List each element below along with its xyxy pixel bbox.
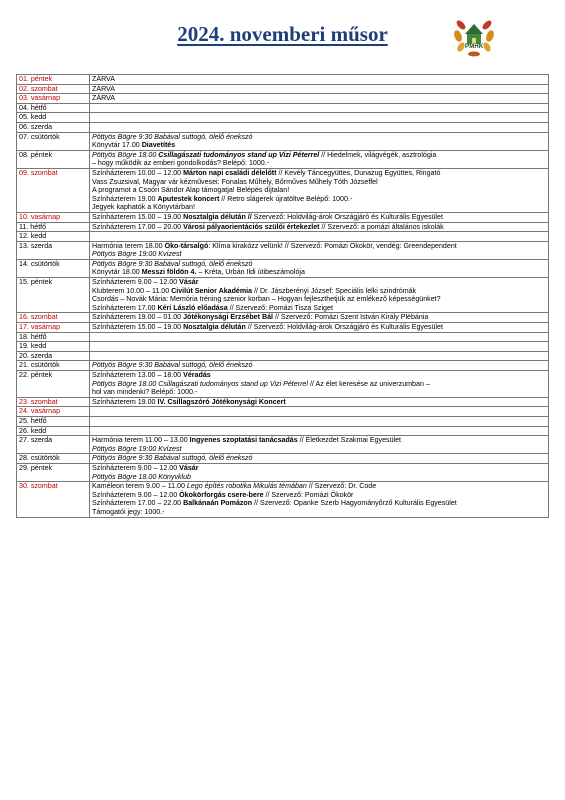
event-text: Színházterem 17.00 – 20.00 xyxy=(92,222,184,231)
table-row xyxy=(17,332,549,342)
event-text: // Szervező: Dr. Code xyxy=(306,482,377,491)
events-cell xyxy=(90,84,549,94)
day-cell: 03. vasárnap xyxy=(17,94,90,104)
event-text: Jótékonysági Erzsébet Bál xyxy=(183,313,273,322)
table-row xyxy=(17,259,549,277)
event-text: Támogatói jegy: 1000.- xyxy=(92,507,165,516)
event-line xyxy=(92,213,546,222)
events-cell xyxy=(90,313,549,323)
wreath-house-icon xyxy=(451,12,497,58)
event-text: Pöttyös Bögre 9:30 Babával suttogó, ölelő énekszó xyxy=(92,454,253,463)
event-text: // Szervező: Opanke Szerb Hagyományőrző Kulturális Egyesület xyxy=(252,499,457,508)
event-text: Pöttyös Bögre 9:30 Babával suttogó, ölelő énekszó xyxy=(92,132,253,141)
page-title: 2024. novemberi műsor xyxy=(177,22,388,46)
table-row xyxy=(17,132,549,150)
events-cell xyxy=(90,332,549,342)
event-text: Színházterem 15.00 – 19.00 xyxy=(92,212,184,221)
event-text: Színházterem 9.00 – 12.00 xyxy=(92,490,180,499)
event-text: Vásár xyxy=(179,278,199,287)
event-text: // Retro slágerek újratöltve Belépő: 1000.- xyxy=(219,194,353,203)
table-row xyxy=(17,371,549,398)
table-row xyxy=(17,426,549,436)
day-cell: 30. szombat xyxy=(17,482,90,517)
events-cell xyxy=(90,212,549,222)
event-line xyxy=(92,75,546,84)
event-text: Nosztalgia délután xyxy=(183,323,246,332)
event-text: // Az élet keresése az univerzumban – xyxy=(307,379,430,388)
day-cell: 19. kedd xyxy=(17,342,90,352)
event-text: Színházterem 15.00 – 19.00 xyxy=(92,323,184,332)
table-row xyxy=(17,482,549,517)
event-text: Kaméleon terem 9.00 – 11.00 xyxy=(92,482,187,491)
day-cell: 12. kedd xyxy=(17,232,90,242)
event-line xyxy=(92,169,546,178)
event-text: Harmónia terem 11.00 – 13.00 xyxy=(92,436,190,445)
event-text: // Életkezdet Szakmai Egyesület xyxy=(297,436,402,445)
event-text: Színházterem 17.00 xyxy=(92,303,158,312)
event-text: Aputestek koncert xyxy=(157,194,220,203)
events-cell xyxy=(90,278,549,313)
event-text: Színházterem 10.00 – 12.00 xyxy=(92,168,184,177)
events-cell xyxy=(90,351,549,361)
event-text: ZÁRVA xyxy=(92,84,115,93)
day-cell: 26. kedd xyxy=(17,426,90,436)
event-line xyxy=(92,499,546,508)
event-text: Szervező: Holdvilág-árok Országjáró és Kulturális Egyesület xyxy=(251,212,443,221)
table-row xyxy=(17,361,549,371)
table-row xyxy=(17,463,549,481)
event-text: Könyvtár 18.00 xyxy=(92,268,142,277)
table-row xyxy=(17,222,549,232)
event-text: Klubterem 10.00 – 11.00 xyxy=(92,286,172,295)
event-line xyxy=(92,473,546,482)
event-text: hol van mindenki? Belépő: 1000.- xyxy=(92,388,198,397)
events-cell xyxy=(90,94,549,104)
table-row xyxy=(17,397,549,407)
events-cell xyxy=(90,232,549,242)
program-table xyxy=(16,74,549,518)
event-line xyxy=(92,141,546,150)
table-row xyxy=(17,150,549,168)
event-text: Színházterem 9.00 – 12.00 xyxy=(92,463,180,472)
event-line xyxy=(92,151,546,160)
event-text: – Kréta, Urbán Ildi útibeszámolója xyxy=(196,268,305,277)
event-text: Csordás – Novák Mária: Memória tréning szenior korban – Hogyan fejleszthetjük az emlékező képességünket? xyxy=(92,295,441,304)
events-cell xyxy=(90,407,549,417)
event-text: // Dr. Jászberényi József: Speciális lelki szindrómák xyxy=(252,286,417,295)
day-cell: 25. hétfő xyxy=(17,416,90,426)
event-text: // Szervező: Pomázi Szent István Király Plébánia xyxy=(273,313,429,322)
events-cell xyxy=(90,323,549,333)
day-cell: 23. szombat xyxy=(17,397,90,407)
table-row xyxy=(17,323,549,333)
event-text: // Szervező: Pomázi Ökokör xyxy=(263,490,354,499)
event-text: Pöttyös Bögre 18.00 Csillagászati tudományos stand up Vizi Péterrel xyxy=(92,379,308,388)
event-line xyxy=(92,323,546,332)
event-line xyxy=(92,223,546,232)
event-text: Színházterem 17.00 – 22.00 xyxy=(92,499,184,508)
day-cell: 18. hétfő xyxy=(17,332,90,342)
table-row xyxy=(17,436,549,454)
events-cell xyxy=(90,222,549,232)
day-cell: 05. kedd xyxy=(17,113,90,123)
event-line xyxy=(92,380,546,389)
table-row xyxy=(17,232,549,242)
event-text: Könyvtár 17.00 xyxy=(92,141,142,150)
event-text: // Szervező: Pomázi Tisza Sziget xyxy=(227,303,333,312)
events-cell xyxy=(90,259,549,277)
day-cell: 21. csütörtök xyxy=(17,361,90,371)
event-line xyxy=(92,260,546,269)
logo-text: PMHK xyxy=(465,44,484,50)
table-row xyxy=(17,94,549,104)
day-cell: 09. szombat xyxy=(17,168,90,212)
table-row xyxy=(17,168,549,212)
day-cell: 04. hétfő xyxy=(17,103,90,113)
day-cell: 28. csütörtök xyxy=(17,454,90,464)
event-line xyxy=(92,398,546,407)
events-cell xyxy=(90,436,549,454)
events-cell xyxy=(90,397,549,407)
table-row xyxy=(17,351,549,361)
event-text: Csillagászati tudományos stand up Vizi Péterrel xyxy=(158,150,320,159)
events-cell xyxy=(90,426,549,436)
event-line xyxy=(92,133,546,142)
event-text: Véradás xyxy=(183,371,211,379)
table-row xyxy=(17,313,549,323)
event-text: Kéri László előadása xyxy=(157,303,228,312)
event-text: Színházterem 9.00 – 12.00 xyxy=(92,278,180,287)
events-cell xyxy=(90,168,549,212)
table-row xyxy=(17,278,549,313)
table-row xyxy=(17,342,549,352)
event-text: : Klíma kirakózz velünk! // Szervező: Pomázi Ökokör, vendég: Greendependent xyxy=(208,241,457,250)
event-text: Színházterem 19.00 – 01.00 xyxy=(92,313,184,322)
event-text: ZÁRVA xyxy=(92,75,115,83)
event-text: – hogy működik az emberi gondolkodás? Belépő: 1000.- xyxy=(92,159,270,168)
event-text: // Kevély Táncegyüttes, Dunazug Együttes, Ringató xyxy=(276,168,441,177)
events-cell xyxy=(90,361,549,371)
events-cell xyxy=(90,241,549,259)
event-line xyxy=(92,295,546,304)
event-text: Városi pályaorientációs szülői értekezlet xyxy=(183,222,320,231)
event-text: Diavetítés xyxy=(141,141,176,150)
events-cell xyxy=(90,132,549,150)
events-cell xyxy=(90,463,549,481)
table-row xyxy=(17,113,549,123)
event-text: IV. Csillagszóró Jótékonysági Koncert xyxy=(157,397,286,406)
table-row xyxy=(17,416,549,426)
day-cell: 17. vasárnap xyxy=(17,323,90,333)
pmhk-logo xyxy=(451,12,497,58)
event-text: Színházterem 19.00 xyxy=(92,397,158,406)
event-line xyxy=(92,195,546,204)
event-line xyxy=(92,482,546,491)
event-text: Vass Zsuzsival, Magyar vár kézművesei: Fonalas Műhely, Bőrműves Műhely Tóth Józseffel xyxy=(92,177,378,186)
day-cell: 11. hétfő xyxy=(17,222,90,232)
events-cell xyxy=(90,122,549,132)
table-row xyxy=(17,84,549,94)
event-text: Pöttyös Bögre 9:30 Babával suttogó, ölelő énekszó xyxy=(92,361,253,370)
day-cell: 15. péntek xyxy=(17,278,90,313)
day-cell: 29. péntek xyxy=(17,463,90,481)
day-cell: 01. péntek xyxy=(17,75,90,85)
event-line xyxy=(92,371,546,380)
event-text: Színházterem 13.00 – 18.00 xyxy=(92,371,184,379)
event-line xyxy=(92,491,546,500)
day-cell: 27. szerda xyxy=(17,436,90,454)
day-cell: 24. vasárnap xyxy=(17,407,90,417)
table-row xyxy=(17,212,549,222)
event-text: Messzi földön 4. xyxy=(141,268,197,277)
event-line xyxy=(92,85,546,94)
event-line xyxy=(92,186,546,195)
day-cell: 16. szombat xyxy=(17,313,90,323)
table-row xyxy=(17,407,549,417)
event-line xyxy=(92,203,546,212)
event-line xyxy=(92,436,546,445)
table-row xyxy=(17,75,549,85)
event-line xyxy=(92,464,546,473)
event-line xyxy=(92,361,546,370)
event-line xyxy=(92,313,546,322)
event-line xyxy=(92,287,546,296)
event-line xyxy=(92,278,546,287)
table-row xyxy=(17,241,549,259)
event-line xyxy=(92,268,546,277)
events-cell xyxy=(90,482,549,517)
event-text: Pöttyös Bögre 9:30 Babával suttogó, ölelő énekszó xyxy=(92,259,253,268)
event-text: Pöttyös Bögre 18.00 xyxy=(92,150,159,159)
day-cell: 22. péntek xyxy=(17,371,90,398)
table-row xyxy=(17,103,549,113)
event-text: Márton napi családi délelőtt xyxy=(183,168,277,177)
event-line xyxy=(92,304,546,313)
day-cell: 10. vasárnap xyxy=(17,212,90,222)
event-text: Civilút Senior Akadémia xyxy=(171,286,253,295)
events-cell xyxy=(90,416,549,426)
events-cell xyxy=(90,371,549,398)
event-text: Ökokörforgás csere-bere xyxy=(179,490,264,499)
event-text: Harmónia terem 18.00 xyxy=(92,241,165,250)
event-line xyxy=(92,250,546,259)
event-text: // Szervező: a pomázi általános iskolák xyxy=(319,222,444,231)
event-line xyxy=(92,159,546,168)
event-line xyxy=(92,454,546,463)
event-text: Öko-társalgó xyxy=(164,241,209,250)
day-cell: 06. szerda xyxy=(17,122,90,132)
event-line xyxy=(92,508,546,517)
event-text: Színházterem 19.00 xyxy=(92,194,158,203)
event-line xyxy=(92,178,546,187)
event-text: ZÁRVA xyxy=(92,94,115,103)
day-cell: 20. szerda xyxy=(17,351,90,361)
events-cell xyxy=(90,113,549,123)
events-cell xyxy=(90,342,549,352)
event-text: Vásár xyxy=(179,463,199,472)
event-text: Jegyek kaphatók a Könyvtárban! xyxy=(92,203,195,212)
event-line xyxy=(92,388,546,397)
table-row xyxy=(17,122,549,132)
event-text: Nosztalgia délután // xyxy=(183,212,252,221)
events-cell xyxy=(90,103,549,113)
day-cell: 02. szombat xyxy=(17,84,90,94)
event-text: Ingyenes szoptatási tanácsadás xyxy=(189,436,298,445)
event-text: Balkánaán Pomázon xyxy=(183,499,253,508)
day-cell: 08. péntek xyxy=(17,150,90,168)
event-text: // Hiedelmek, világvégék, asztrológia xyxy=(319,150,437,159)
events-cell xyxy=(90,454,549,464)
event-text: Pöttyös Bögre 18.00 Könyvklub xyxy=(92,472,191,481)
event-text: A programot a Csoóri Sándor Alap támogatja! Belépés díjtalan! xyxy=(92,186,290,195)
event-line xyxy=(92,242,546,251)
day-cell: 14. csütörtök xyxy=(17,259,90,277)
event-line xyxy=(92,445,546,454)
event-text: Pöttyös Bögre 19:00 Kvízest xyxy=(92,250,182,259)
day-cell: 13. szerda xyxy=(17,241,90,259)
events-cell xyxy=(90,75,549,85)
event-text: Pöttyös Bögre 19:00 Kvízest xyxy=(92,444,182,453)
event-text: // Szervező: Holdvilág-árok Országjáró és Kulturális Egyesület xyxy=(245,323,443,332)
events-cell xyxy=(90,150,549,168)
table-row xyxy=(17,454,549,464)
event-text: Lego építés robotika Mikulás témában xyxy=(186,482,307,491)
day-cell: 07. csütörtök xyxy=(17,132,90,150)
event-line xyxy=(92,94,546,103)
